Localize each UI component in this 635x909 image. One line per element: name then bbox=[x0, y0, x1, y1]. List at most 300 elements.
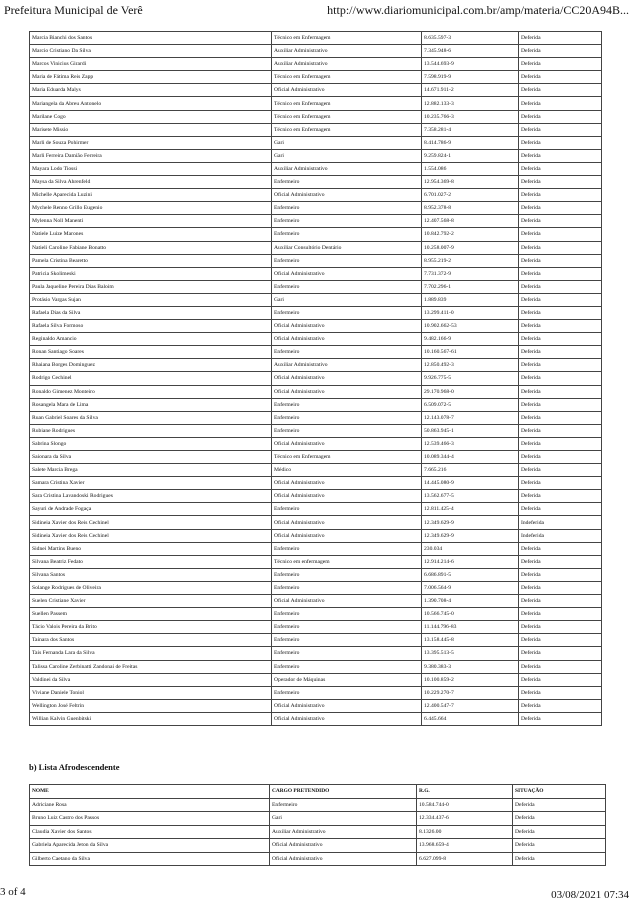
cell-status: Deferida bbox=[519, 437, 602, 450]
cell-name: Natieli Caroline Fabiane Bonatto bbox=[30, 241, 272, 254]
cell-rg: 12.334.437-6 bbox=[417, 812, 513, 826]
cell-name: Viviane Daniele Toniol bbox=[30, 686, 272, 699]
cell-name: Maysa da Silva Ahrenfeld bbox=[30, 176, 272, 189]
table-row bbox=[30, 595, 602, 608]
cell-rg: 13.299.411-0 bbox=[422, 306, 519, 319]
cell-rg: 13.562.677-5 bbox=[422, 490, 519, 503]
cell-role: Técnico em Enfermagem bbox=[272, 71, 422, 84]
cell-rg: 10.584.744-0 bbox=[417, 798, 513, 812]
table-row bbox=[30, 516, 602, 529]
cell-status: Deferida bbox=[519, 346, 602, 359]
table-row bbox=[30, 202, 602, 215]
cell-name: Protásio Vargas Sujan bbox=[30, 293, 272, 306]
cell-status: Deferida bbox=[519, 58, 602, 71]
cell-role: Enfermeiro bbox=[272, 424, 422, 437]
cell-role: Oficial Administrativo bbox=[272, 699, 422, 712]
cell-status: Deferida bbox=[519, 503, 602, 516]
cell-status: Deferida bbox=[519, 162, 602, 175]
cell-rg: 6.627.099-8 bbox=[417, 852, 513, 866]
cell-rg: 8.952.378-8 bbox=[422, 202, 519, 215]
cell-rg: 8.1326.00 bbox=[417, 825, 513, 839]
table-row bbox=[30, 241, 602, 254]
cell-role: Oficial Administrativo bbox=[270, 852, 417, 866]
cell-role: Oficial Administrativo bbox=[272, 490, 422, 503]
afrodescendant-header-row bbox=[30, 785, 606, 799]
cell-status: Deferida bbox=[513, 798, 606, 812]
page-footer-datetime: 03/08/2021 07:34 bbox=[551, 889, 629, 901]
cell-status: Deferida bbox=[519, 686, 602, 699]
table-row bbox=[30, 162, 602, 175]
cell-status: Deferida bbox=[519, 202, 602, 215]
cell-rg: 12.811.425-4 bbox=[422, 503, 519, 516]
cell-name: Paula Jaqueline Pereira Dias Baloim bbox=[30, 280, 272, 293]
cell-rg: 1.554.086 bbox=[422, 162, 519, 175]
cell-rg: 1.390.708-4 bbox=[422, 595, 519, 608]
cell-name: Marilane Cogo bbox=[30, 110, 272, 123]
cell-status: Deferida bbox=[519, 634, 602, 647]
table-row bbox=[30, 647, 602, 660]
table-row bbox=[30, 542, 602, 555]
cell-rg: 8.414.786-9 bbox=[422, 136, 519, 149]
cell-status: Deferida bbox=[519, 621, 602, 634]
cell-role: Oficial Administrativo bbox=[272, 372, 422, 385]
cell-name: Tácio Valois Pereira da Brito bbox=[30, 621, 272, 634]
table-row bbox=[30, 839, 606, 853]
cell-rg: 12.850.492-3 bbox=[422, 359, 519, 372]
cell-name: Rosangela Mara de Lima bbox=[30, 398, 272, 411]
table-row bbox=[30, 529, 602, 542]
table-row bbox=[30, 215, 602, 228]
cell-rg: 6.701.027-2 bbox=[422, 189, 519, 202]
cell-status: Deferida bbox=[519, 424, 602, 437]
cell-role: Enfermeiro bbox=[272, 581, 422, 594]
cell-role: Enfermeiro bbox=[272, 228, 422, 241]
cell-status: Deferida bbox=[513, 812, 606, 826]
table-row bbox=[30, 123, 602, 136]
cell-name: Suelen Cristiane Xavier bbox=[30, 595, 272, 608]
cell-name: Sidineia Xavier dos Reis Cechinel bbox=[30, 529, 272, 542]
cell-status: Deferida bbox=[519, 97, 602, 110]
cell-role: Oficial Administrativo bbox=[272, 267, 422, 280]
cell-role: Técnico em Enfermagem bbox=[272, 123, 422, 136]
afrodescendant-table bbox=[29, 784, 606, 866]
cell-rg: 13.395.513-5 bbox=[422, 647, 519, 660]
cell-role: Auxiliar Consultório Dentário bbox=[272, 241, 422, 254]
cell-name: Samara Cristina Xavier bbox=[30, 477, 272, 490]
cell-rg: 7.006.564-9 bbox=[422, 581, 519, 594]
table-row bbox=[30, 359, 602, 372]
cell-role: Gari bbox=[272, 149, 422, 162]
cell-role: Operador de Máquinas bbox=[272, 673, 422, 686]
cell-name: Gilberto Caetano da Silva bbox=[30, 852, 270, 866]
cell-status: Deferida bbox=[519, 241, 602, 254]
cell-name: Natiele Luize Marones bbox=[30, 228, 272, 241]
cell-role: Oficial Administrativo bbox=[272, 595, 422, 608]
cell-rg: 10.089.344-4 bbox=[422, 451, 519, 464]
cell-role: Técnico em Enfermagem bbox=[272, 97, 422, 110]
cell-role: Enfermeiro bbox=[272, 176, 422, 189]
cell-rg: 12.143.078-7 bbox=[422, 411, 519, 424]
cell-status: Deferida bbox=[519, 176, 602, 189]
cell-rg: 7.598.919-9 bbox=[422, 71, 519, 84]
cell-name: Pamela Cristina Bearetto bbox=[30, 254, 272, 267]
cell-name: Sayuri de Andrade Fogaça bbox=[30, 503, 272, 516]
cell-role: Enfermeiro bbox=[272, 215, 422, 228]
cell-name: Mariangela da Abreu Antonelo bbox=[30, 97, 272, 110]
header-status: SITUAÇÃO bbox=[513, 785, 606, 799]
cell-role: Enfermeiro bbox=[270, 798, 417, 812]
table-row bbox=[30, 293, 602, 306]
cell-rg: 12.407.568-8 bbox=[422, 215, 519, 228]
cell-rg: 9.380.383-3 bbox=[422, 660, 519, 673]
cell-role: Auxiliar Administrativo bbox=[272, 162, 422, 175]
cell-status: Deferida bbox=[519, 581, 602, 594]
table-row bbox=[30, 320, 602, 333]
cell-name: Mayara Lodo Tiossi bbox=[30, 162, 272, 175]
cell-rg: 13.968.659-4 bbox=[417, 839, 513, 853]
cell-rg: 10.235.766-3 bbox=[422, 110, 519, 123]
table-row bbox=[30, 581, 602, 594]
afrodescendant-table-body bbox=[30, 798, 606, 866]
cell-role: Enfermeiro bbox=[272, 608, 422, 621]
cell-status: Deferida bbox=[519, 490, 602, 503]
cell-name: Rubiane Rodrigues bbox=[30, 424, 272, 437]
cell-name: Sara Cristina Lavandoski Rodrigues bbox=[30, 490, 272, 503]
table-row bbox=[30, 411, 602, 424]
cell-role: Técnico em enfermagem bbox=[272, 555, 422, 568]
table-row bbox=[30, 306, 602, 319]
cell-name: Sabrina Slongo bbox=[30, 437, 272, 450]
cell-name: Ronaldo Gimenez Monteiro bbox=[30, 385, 272, 398]
cell-name: Sidineia Xavier dos Reis Cechinel bbox=[30, 516, 272, 529]
cell-name: Rafaela Silva Formoso bbox=[30, 320, 272, 333]
cell-role: Técnico em Enfermagem bbox=[272, 110, 422, 123]
cell-name: Patricia Skolimeski bbox=[30, 267, 272, 280]
cell-name: Marcia Bianchi dos Santos bbox=[30, 32, 272, 45]
cell-rg: 6.686.891-5 bbox=[422, 568, 519, 581]
cell-role: Oficial Administrativo bbox=[272, 320, 422, 333]
cell-role: Oficial Administrativo bbox=[272, 385, 422, 398]
cell-role: Enfermeiro bbox=[272, 542, 422, 555]
page-header-title: Prefeitura Municipal de Verê bbox=[4, 3, 143, 17]
cell-status: Deferida bbox=[519, 359, 602, 372]
cell-name: Reginaldo Amancio bbox=[30, 333, 272, 346]
cell-status: Deferida bbox=[519, 542, 602, 555]
cell-name: Marli Ferreira Damião Ferreira bbox=[30, 149, 272, 162]
cell-rg: 12.349.629-9 bbox=[422, 529, 519, 542]
table-row bbox=[30, 852, 606, 866]
cell-rg: 7.665.216 bbox=[422, 464, 519, 477]
cell-status: Deferida bbox=[519, 280, 602, 293]
cell-name: Tainara dos Santos bbox=[30, 634, 272, 647]
cell-rg: 230.034 bbox=[422, 542, 519, 555]
cell-name: Marcos Vinicius Girardi bbox=[30, 58, 272, 71]
section-b-title: b) Lista Afrodescendente bbox=[29, 762, 120, 772]
cell-status: Deferida bbox=[519, 451, 602, 464]
cell-role: Enfermeiro bbox=[272, 398, 422, 411]
cell-status: Deferida bbox=[519, 71, 602, 84]
cell-rg: 8.635.597-3 bbox=[422, 32, 519, 45]
cell-status: Deferida bbox=[519, 673, 602, 686]
cell-status: Deferida bbox=[513, 839, 606, 853]
header-rg: R.G. bbox=[417, 785, 513, 799]
cell-status: Deferida bbox=[519, 477, 602, 490]
cell-rg: 12.954.369-8 bbox=[422, 176, 519, 189]
cell-status: Deferida bbox=[519, 699, 602, 712]
table-row bbox=[30, 385, 602, 398]
candidates-table-body bbox=[30, 32, 602, 726]
cell-role: Enfermeiro bbox=[272, 634, 422, 647]
cell-status: Indeferida bbox=[519, 529, 602, 542]
table-row bbox=[30, 45, 602, 58]
cell-role: Enfermeiro bbox=[272, 647, 422, 660]
table-row bbox=[30, 71, 602, 84]
cell-rg: 10.842.792-2 bbox=[422, 228, 519, 241]
table-row bbox=[30, 267, 602, 280]
cell-role: Enfermeiro bbox=[272, 686, 422, 699]
cell-rg: 10.902.662-53 bbox=[422, 320, 519, 333]
cell-name: Rafaela Dias da Silva bbox=[30, 306, 272, 319]
cell-status: Deferida bbox=[519, 228, 602, 241]
cell-role: Oficial Administrativo bbox=[272, 477, 422, 490]
cell-rg: 10.566.745-0 bbox=[422, 608, 519, 621]
cell-rg: 12.349.629-9 bbox=[422, 516, 519, 529]
cell-status: Deferida bbox=[519, 254, 602, 267]
cell-role: Enfermeiro bbox=[272, 306, 422, 319]
cell-name: Solange Rodrigues de Oliveira bbox=[30, 581, 272, 594]
cell-role: Gari bbox=[272, 293, 422, 306]
cell-role: Enfermeiro bbox=[272, 621, 422, 634]
cell-role: Oficial Administrativo bbox=[272, 712, 422, 725]
cell-role: Oficial Administrativo bbox=[272, 333, 422, 346]
cell-role: Auxiliar Administrativo bbox=[272, 58, 422, 71]
cell-name: Gabriela Aparecida Jeton da Silva bbox=[30, 839, 270, 853]
table-row bbox=[30, 176, 602, 189]
cell-name: Mylenna Noll Manenti bbox=[30, 215, 272, 228]
table-row bbox=[30, 660, 602, 673]
table-row bbox=[30, 825, 606, 839]
table-row bbox=[30, 58, 602, 71]
cell-rg: 7.731.372-9 bbox=[422, 267, 519, 280]
table-row bbox=[30, 84, 602, 97]
cell-rg: 9.482.166-9 bbox=[422, 333, 519, 346]
cell-status: Deferida bbox=[519, 712, 602, 725]
cell-status: Deferida bbox=[519, 660, 602, 673]
cell-role: Oficial Administrativo bbox=[272, 529, 422, 542]
cell-role: Enfermeiro bbox=[272, 254, 422, 267]
cell-role: Gari bbox=[272, 136, 422, 149]
cell-name: Marli de Souza Pohirmer bbox=[30, 136, 272, 149]
table-row bbox=[30, 372, 602, 385]
cell-status: Deferida bbox=[519, 647, 602, 660]
cell-role: Gari bbox=[270, 812, 417, 826]
table-row bbox=[30, 621, 602, 634]
cell-status: Deferida bbox=[519, 372, 602, 385]
cell-status: Deferida bbox=[519, 333, 602, 346]
table-row bbox=[30, 424, 602, 437]
table-row bbox=[30, 477, 602, 490]
cell-name: Bruno Luiz Castro dos Passos bbox=[30, 812, 270, 826]
cell-role: Oficial Administrativo bbox=[270, 839, 417, 853]
cell-name: Talissa Caroline Zerbinatti Zandonai de Freitas bbox=[30, 660, 272, 673]
cell-rg: 12.914.214-6 bbox=[422, 555, 519, 568]
cell-name: Mychele Renno Grillo Eugenio bbox=[30, 202, 272, 215]
table-row bbox=[30, 673, 602, 686]
cell-role: Enfermeiro bbox=[272, 660, 422, 673]
page-footer-number: 3 of 4 bbox=[0, 886, 26, 898]
table-row bbox=[30, 634, 602, 647]
cell-name: Rodrigo Cechinel bbox=[30, 372, 272, 385]
table-row bbox=[30, 608, 602, 621]
table-row bbox=[30, 798, 606, 812]
table-row bbox=[30, 97, 602, 110]
cell-rg: 7.345.948-6 bbox=[422, 45, 519, 58]
cell-name: Ruan Gabriel Soares da Silva bbox=[30, 411, 272, 424]
cell-rg: 50.863.945-1 bbox=[422, 424, 519, 437]
candidates-table bbox=[29, 31, 602, 726]
cell-status: Deferida bbox=[519, 306, 602, 319]
table-row bbox=[30, 490, 602, 503]
cell-name: Silvana Beatriz Fedato bbox=[30, 555, 272, 568]
cell-status: Deferida bbox=[519, 608, 602, 621]
page-header-url: http://www.diariomunicipal.com.br/amp/materia/CC20A94B... bbox=[327, 3, 629, 17]
table-row bbox=[30, 568, 602, 581]
cell-name: Maria Eduarda Malys bbox=[30, 84, 272, 97]
cell-rg: 1.889.839 bbox=[422, 293, 519, 306]
cell-status: Deferida bbox=[519, 136, 602, 149]
cell-role: Médico bbox=[272, 464, 422, 477]
cell-name: Ronan Santiago Soares bbox=[30, 346, 272, 359]
cell-status: Deferida bbox=[519, 464, 602, 477]
cell-name: Willian Kalvin Guenbitski bbox=[30, 712, 272, 725]
cell-rg: 10.160.567-61 bbox=[422, 346, 519, 359]
cell-role: Enfermeiro bbox=[272, 346, 422, 359]
cell-name: Adriciane Rosa bbox=[30, 798, 270, 812]
cell-rg: 7.702.296-1 bbox=[422, 280, 519, 293]
cell-role: Técnico em Enfermagem bbox=[272, 32, 422, 45]
table-row bbox=[30, 346, 602, 359]
cell-rg: 12.539.466-3 bbox=[422, 437, 519, 450]
cell-name: Saionara da Silva bbox=[30, 451, 272, 464]
cell-status: Deferida bbox=[519, 149, 602, 162]
cell-rg: 9.926.775-5 bbox=[422, 372, 519, 385]
cell-name: Marcio Cristiano Da Silva bbox=[30, 45, 272, 58]
cell-rg: 9.259.824-1 bbox=[422, 149, 519, 162]
cell-name: Wellington José Feltrin bbox=[30, 699, 272, 712]
cell-rg: 10.258.007-9 bbox=[422, 241, 519, 254]
cell-status: Deferida bbox=[519, 215, 602, 228]
cell-rg: 10.100.859-2 bbox=[422, 673, 519, 686]
cell-status: Deferida bbox=[519, 84, 602, 97]
cell-role: Enfermeiro bbox=[272, 411, 422, 424]
header-name: NOME bbox=[30, 785, 270, 799]
table-row bbox=[30, 110, 602, 123]
cell-name: Tais Fernanda Lara da Silva bbox=[30, 647, 272, 660]
cell-name: Sidnei Martins Bueno bbox=[30, 542, 272, 555]
cell-status: Deferida bbox=[519, 398, 602, 411]
table-row bbox=[30, 228, 602, 241]
cell-status: Deferida bbox=[519, 385, 602, 398]
cell-rg: 6.445.664 bbox=[422, 712, 519, 725]
table-row bbox=[30, 699, 602, 712]
cell-status: Deferida bbox=[519, 555, 602, 568]
cell-role: Enfermeiro bbox=[272, 202, 422, 215]
cell-name: Suellen Passem bbox=[30, 608, 272, 621]
cell-name: Salete Marcia Brega bbox=[30, 464, 272, 477]
table-row bbox=[30, 398, 602, 411]
cell-rg: 6.509.072-5 bbox=[422, 398, 519, 411]
cell-role: Enfermeiro bbox=[272, 568, 422, 581]
cell-status: Deferida bbox=[519, 267, 602, 280]
cell-rg: 11.144.796-83 bbox=[422, 621, 519, 634]
cell-role: Oficial Administrativo bbox=[272, 189, 422, 202]
header-role: CARGO PRETENDIDO bbox=[270, 785, 417, 799]
table-row bbox=[30, 149, 602, 162]
cell-rg: 14.445.080-9 bbox=[422, 477, 519, 490]
cell-role: Enfermeiro bbox=[272, 503, 422, 516]
cell-rg: 29.170.968-0 bbox=[422, 385, 519, 398]
table-row bbox=[30, 712, 602, 725]
cell-status: Deferida bbox=[513, 852, 606, 866]
cell-role: Auxiliar Administrativo bbox=[270, 825, 417, 839]
cell-role: Oficial Administrativo bbox=[272, 84, 422, 97]
cell-status: Deferida bbox=[519, 568, 602, 581]
table-row bbox=[30, 189, 602, 202]
table-row bbox=[30, 280, 602, 293]
table-row bbox=[30, 555, 602, 568]
cell-status: Deferida bbox=[519, 45, 602, 58]
cell-role: Oficial Administrativo bbox=[272, 437, 422, 450]
cell-status: Deferida bbox=[519, 411, 602, 424]
cell-status: Deferida bbox=[519, 189, 602, 202]
cell-name: Marisete Missio bbox=[30, 123, 272, 136]
cell-status: Deferida bbox=[519, 595, 602, 608]
cell-role: Técnico em Enfermagem bbox=[272, 451, 422, 464]
table-row bbox=[30, 136, 602, 149]
cell-rg: 7.358.281-4 bbox=[422, 123, 519, 136]
cell-status: Deferida bbox=[519, 110, 602, 123]
cell-rg: 13.544.693-9 bbox=[422, 58, 519, 71]
cell-status: Indeferida bbox=[519, 516, 602, 529]
table-row bbox=[30, 812, 606, 826]
cell-status: Deferida bbox=[519, 293, 602, 306]
cell-rg: 12.400.547-7 bbox=[422, 699, 519, 712]
cell-rg: 13.158.445-8 bbox=[422, 634, 519, 647]
cell-rg: 12.882.133-3 bbox=[422, 97, 519, 110]
cell-role: Auxiliar Administrativo bbox=[272, 359, 422, 372]
table-row bbox=[30, 254, 602, 267]
table-row bbox=[30, 464, 602, 477]
cell-name: Michelle Aparecida Luzini bbox=[30, 189, 272, 202]
cell-status: Deferida bbox=[519, 320, 602, 333]
cell-name: Maria de Fátima Reis Zapp bbox=[30, 71, 272, 84]
table-row bbox=[30, 32, 602, 45]
cell-name: Claudia Xavier dos Santos bbox=[30, 825, 270, 839]
cell-rg: 14.671.911-2 bbox=[422, 84, 519, 97]
cell-role: Auxiliar Administrativo bbox=[272, 45, 422, 58]
cell-rg: 8.955.219-2 bbox=[422, 254, 519, 267]
cell-status: Deferida bbox=[519, 123, 602, 136]
cell-role: Oficial Administrativo bbox=[272, 516, 422, 529]
table-row bbox=[30, 451, 602, 464]
cell-name: Silvana Santos bbox=[30, 568, 272, 581]
cell-status: Deferida bbox=[519, 32, 602, 45]
table-row bbox=[30, 333, 602, 346]
cell-name: Valdinei da Silva bbox=[30, 673, 272, 686]
table-row bbox=[30, 503, 602, 516]
cell-status: Deferida bbox=[513, 825, 606, 839]
table-row bbox=[30, 437, 602, 450]
